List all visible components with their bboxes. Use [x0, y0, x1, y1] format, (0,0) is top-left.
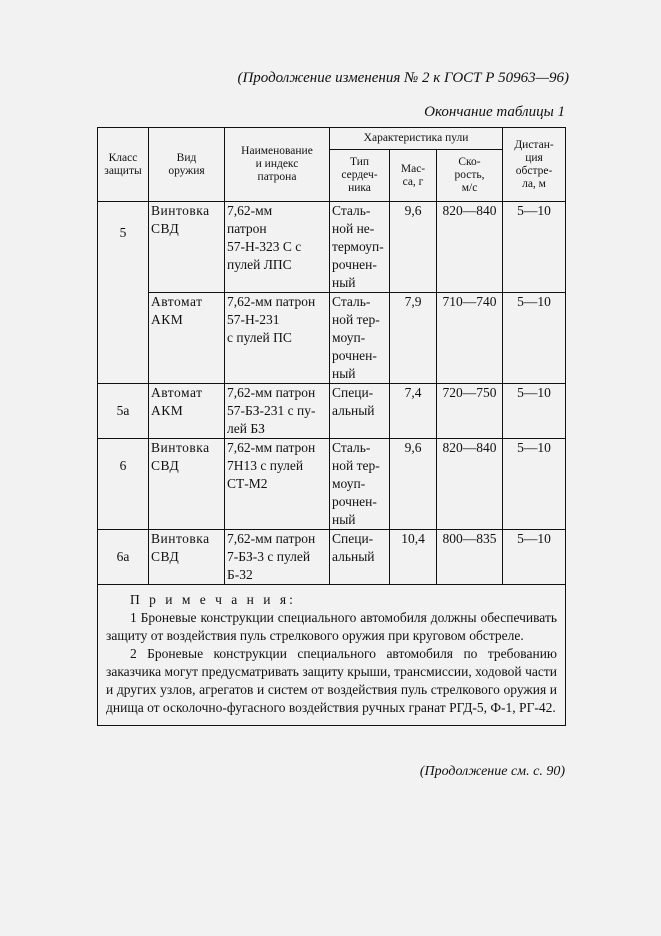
row-class: 6а [98, 530, 149, 585]
table-row [98, 530, 566, 585]
document-header: (Продолжение изменения № 2 к ГОСТ Р 50963—96) [237, 70, 569, 86]
row-weapon: Винтовка СВД [149, 530, 225, 585]
row-core: Сталь- ной тер- моуп- рочнен- ный [330, 293, 390, 384]
header-bullet-characteristics: Характеристика пули [330, 128, 503, 150]
row-speed: 800—835 [437, 530, 503, 585]
row-cartridge: 7,62-мм патрон 57-БЗ-231 с пу- лей БЗ [225, 384, 330, 439]
row-speed: 710—740 [437, 293, 503, 384]
header-mass: Мас- са, г [390, 150, 437, 202]
row-distance: 5—10 [503, 293, 566, 384]
row-mass: 7,4 [390, 384, 437, 439]
row-core: Специ- альный [330, 530, 390, 585]
row-class: 5а [98, 384, 149, 439]
notes-title: П р и м е ч а н и я: [130, 592, 296, 607]
row-core: Сталь- ной тер- моуп- рочнен- ный [330, 439, 390, 530]
row-distance: 5—10 [503, 202, 566, 293]
row-weapon: Винтовка СВД [149, 202, 225, 293]
table-row [98, 202, 566, 293]
row-core: Специ- альный [330, 384, 390, 439]
row-mass: 10,4 [390, 530, 437, 585]
note-item: 1 Броневые конструкции специального автомобиля должны обеспечивать защиту от воздействия пуль стрелкового оружия при круговом обстреле. [106, 610, 558, 643]
table-row [98, 293, 566, 384]
row-distance: 5—10 [503, 530, 566, 585]
row-distance: 5—10 [503, 439, 566, 530]
header-speed: Ско- рость, м/с [437, 150, 503, 202]
row-distance: 5—10 [503, 384, 566, 439]
table-caption: Окончание таблицы 1 [424, 104, 565, 120]
row-weapon: Автомат АКМ [149, 384, 225, 439]
header-core: Тип сердеч- ника [330, 150, 390, 202]
table-row [98, 439, 566, 530]
table-row [98, 384, 566, 439]
row-cartridge: 7,62-мм патрон 57-Н-323 С с пулей ЛПС [225, 202, 330, 293]
notes-row [98, 585, 566, 726]
protection-class-table [97, 127, 566, 726]
row-class: 6 [98, 439, 149, 530]
header-weapon: Вид оружия [149, 128, 225, 202]
row-class: 5 [98, 202, 149, 384]
header-cartridge: Наименование и индекс патрона [225, 128, 330, 202]
header-distance: Дистан- ция обстре- ла, м [503, 128, 566, 202]
row-core: Сталь- ной не- термоуп- рочнен- ный [330, 202, 390, 293]
row-weapon: Автомат АКМ [149, 293, 225, 384]
row-mass: 9,6 [390, 439, 437, 530]
row-cartridge: 7,62-мм патрон 57-Н-231 с пулей ПС [225, 293, 330, 384]
row-mass: 7,9 [390, 293, 437, 384]
row-cartridge: 7,62-мм патрон 7-БЗ-3 с пулей Б-32 [225, 530, 330, 585]
continuation-footer: (Продолжение см. с. 90) [419, 764, 565, 779]
row-speed: 820—840 [437, 439, 503, 530]
header-class: Класс защиты [98, 128, 149, 202]
row-speed: 720—750 [437, 384, 503, 439]
notes-cell [98, 585, 566, 726]
row-cartridge: 7,62-мм патрон 7Н13 с пулей СТ-М2 [225, 439, 330, 530]
row-weapon: Винтовка СВД [149, 439, 225, 530]
row-mass: 9,6 [390, 202, 437, 293]
row-speed: 820—840 [437, 202, 503, 293]
note-item: 2 Броневые конструкции специального автомобиля по требованию заказчика могут предусматривать защиту крыши, трансмиссии, ходовой части и других узлов, агрегатов и систем от воздействия пуль стрелкового оружия и днища от осколочно-фугасного воздействия ручных гранат РГД-5, Ф-1, РГ-42. [106, 646, 558, 715]
